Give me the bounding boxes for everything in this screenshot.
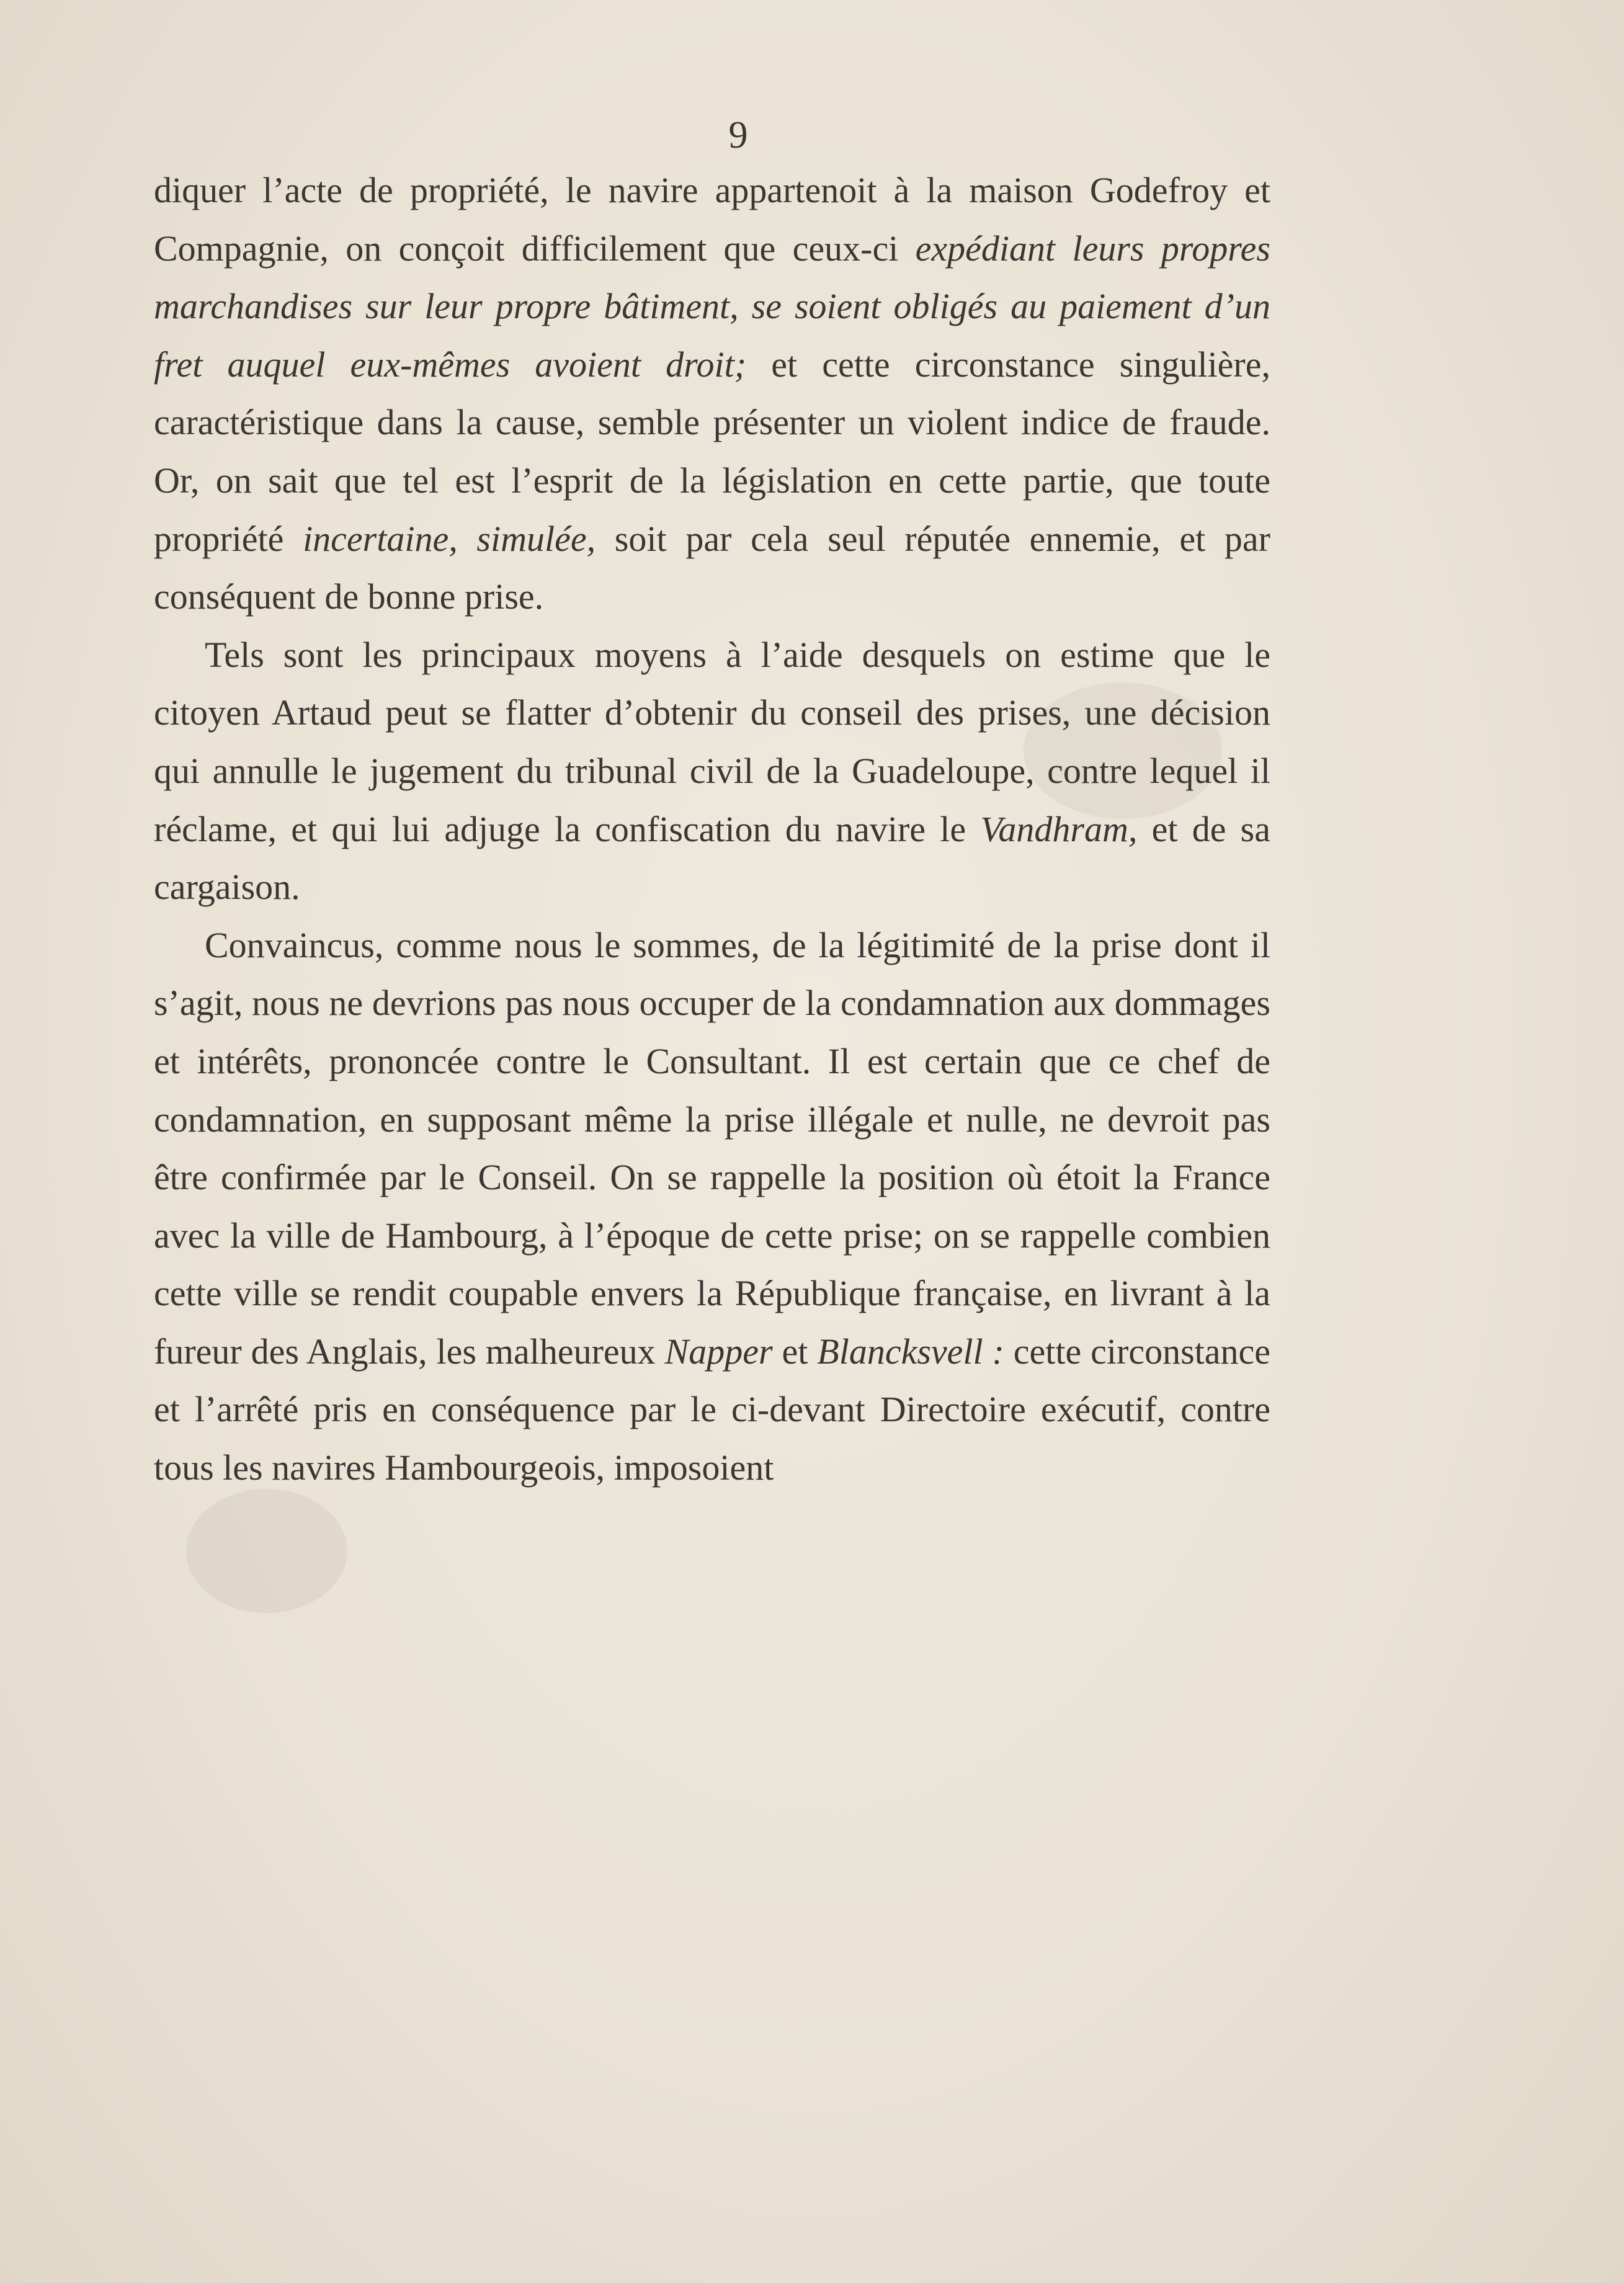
text-run: cette circonstance et l’arrêté pris en conséquence par le ci-devant Directoire exécutif, contre tous les navires Hambourgeois, imposoient <box>154 1331 1271 1488</box>
text-run: diquer l’acte de propriété, le navire appartenoit à la maison Godefroy et Compagnie, on conçoit difficilement que ceux-ci <box>154 170 1270 269</box>
paper-stain <box>186 1489 347 1613</box>
italic-text: Vandhram, <box>980 808 1138 849</box>
paragraph-1 <box>154 161 1270 626</box>
text-run: et cette circonstance singulière, caractéristique dans la cause, semble présenter un violent indice de fraude. Or, on sait que tel est l’esprit de la législation en cette partie, que toute propriété <box>154 344 1270 559</box>
italic-text: incertaine, simulée, <box>303 518 596 559</box>
text-run: Tels sont les principaux moyens à l’aide desquels on estime que le citoyen Artaud peut se flatter d’obtenir du conseil des prises, une décision qui annulle le jugement du tribunal civil de la Guadeloupe, contre lequel il réclame, et qui lui adjuge la confiscation du navire le <box>154 634 1270 849</box>
body-text <box>154 161 1270 1497</box>
text-run: Convaincus, comme nous le sommes, de la légitimité de la prise dont il s’agit, nous ne devrions pas nous occuper de la condamnation aux dommages et intérêts, prononcée contre le Consultant. Il est certain que ce chef de condamnation, en supposant même la prise illégale et nulle, ne devroit pas être confirmée par le Conseil. On se rappelle la position où étoit la France avec la ville de Hambourg, à l’époque de cette prise; on se rappelle combien cette ville se rendit coupable envers la République française, en livrant à la fureur des Anglais, les malheureux <box>154 924 1270 1372</box>
text-run: et de sa cargaison. <box>154 808 1270 908</box>
text-run: et <box>772 1331 818 1372</box>
italic-text: Napper <box>664 1331 773 1372</box>
italic-text: expédiant leurs propres marchandises sur leur propre bâtiment, se soient obligés au paiement d’un fret auquel eux-mêmes avoient droit; <box>154 228 1270 385</box>
paragraph-2 <box>154 626 1270 916</box>
page-number: 9 <box>728 114 748 156</box>
text-run: soit par cela seul réputée ennemie, et par conséquent de bonne prise. <box>154 518 1270 617</box>
paragraph-3 <box>154 916 1270 1497</box>
italic-text: Blancksvell : <box>817 1331 1004 1372</box>
